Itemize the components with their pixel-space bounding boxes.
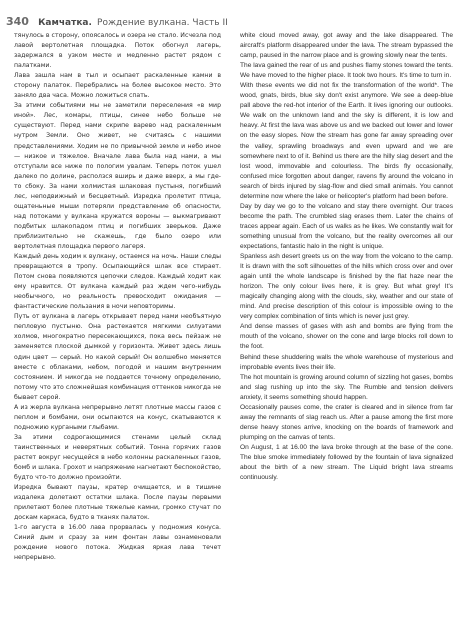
- paragraph-en: The hot mountain is growing around column of sizzling hot gases, bombs and slag rushing up into the sky. The Rumble and tension delivers anxiety, it seems something should happen.: [240, 373, 453, 401]
- paragraph-en: With these events we did not fix the transformation of the world*. The wood, gnats, birds, blue sky don't exist anymore. We see a deep-blue pall above the red-hot interior of the Earth. It lives ignoring our outlooks. We walk on the unknown land and the sky is different, it is low and heavy. At first the lava was above us and we backed out lower and lower on the easy slopes. Now the stream has gone far away spreading over the valley, sprawling broadways and even upward and we are somewhere next to of it. Behind us there are the hilly slag desert and the lost wood, immovable and colourless. The birds fly occasionally, confused mice forgotten about danger, ravens fly around the volcano in search of birds injured by slag-flow and died small animals. You cannot determine now where the lake or helicopter's platform had been before.: [240, 82, 453, 200]
- page-number: 340: [6, 15, 29, 28]
- paragraph-en: Behind these shuddering walls the whole warehouse of mysterious and improbable events lives their life.: [240, 353, 453, 371]
- english-text-column: [240, 31, 453, 483]
- paragraph-ru: За этими содрогающимися стенами целый склад таинственных и неверятных событий. Тонна горячих газов растет вокруг несущейся в небо колонны раскаленных газов, бомб и шлака. Грохот и напряжение нагнетают беспокойство, будто что-то должно произойти.: [14, 433, 221, 482]
- paragraph-ru: За этими событиями мы не заметили переселения «в мир иной». Лес, комары, птицы, синее небо больше не существуют. Перед нами скрипе варево над раскаленным нутром Земли. Оно живет, не считаясь с нашими представлениями. Ходим не по привычной земле и небо иное — низкое и тяжелое. Вначале лава была над нами, а мы отступали все ниже по пологим увалам. Теперь поток ушел далеко по долине, расползся вширь и даже вверх, а мы где-то сбоку. За нами холмистая шлаковая пустыня, погибший лес, неподвижный и бесцветный. Изредка пролетит птица, ощатеньные мыши потеряли представление об опасности, над потоками у вулкана кружатся вороны — выкмагривают подбитых шлакопадом птиц и погибших зверьков. Даже приблизительно не скажешь, где было озеро или вертолетная площадка первого лагеря.: [14, 102, 221, 250]
- paragraph-ru: А из жерла вулкана непрерывно летят плотные массы газов с пеплом и бомбами, они осыпаются на конус, скатываются к подножию кургаными глыбами.: [14, 403, 221, 431]
- paragraph-ru: Изредка бывают паузы, кратер очищается, и в тишине издалека долетают остатки шлака. После паузы первыми прилетают более плотные тяжелые камни, громко стучат по доскам каркаса, будто в тканях палаток.: [14, 484, 221, 522]
- paragraph-ru: 1-го августа в 16.00 лава прорвалась у подножия конуса. Синий дым и сразу за ним фонтан лавы ознаменовали рождение нового потока. Жидкая яркая лава течет непрерывно.: [14, 524, 221, 562]
- paragraph-en: Occasionally pauses come, the crater is cleared and in silence from far away the remnants of slag reach us. After a pause among the first more dense heavy stones arrive, knocking on the boards of framework and plumping on the canvas of tents.: [240, 403, 453, 441]
- paragraph-en: On August, 1 at 16.00 the lava broke through at the base of the cone. The blue smoke immediately followed by the fountain of lava signalized about the birth of a new stream. The Liquid bright lava streams continuously.: [240, 443, 453, 482]
- paragraph-en: The lava gained the rear of us and pushes flamy stones toward the tents. We have moved to the higher place. It took two hours. It's time to turn in.: [240, 62, 453, 80]
- paragraph-ru: тянулось в сторону, опоясалось и озера не стало. Исчезла под лавой вертолетная площадка. Поток обогнул лагерь, задержался в узком месте и медленно растет рядом с палатками.: [14, 32, 221, 70]
- book-title: Камчатка.: [38, 18, 92, 28]
- paragraph-ru: Каждый день ходим к вулкану, остаемся на ночь. Наши следы превращаются в тропу. Осыпающийся шлак все стирает. Потом снова появляются цепочки следов. Каждый ходит как ему нравится. От вулкана каждый раз ждем чего-нибудь необычного, но реальность превосходит ожидания — фантастические пользания в ночи неповторимы.: [14, 253, 221, 311]
- paragraph-ru: Лава зашла нам в тыл и осыпает раскаленные камни в сторону палаток. Перебрались на более высокое место. Это заняло два часа. Можно ложиться спать.: [14, 72, 221, 100]
- chapter-title: Рождение вулкана. Часть II: [97, 18, 228, 28]
- paragraph-en: Spanless ash desert greets us on the way from the volcano to the camp. It is drawn with the soft silhouettes of the hills which cross over and over again until the whole landscape is finished by the flat haze near the horizon. The only colour lives here, it is grey. But what grey! It's magically changing along with the clouds, sky, weather and our state of mind. And precise description of this colour is impossible owing to the very complex combination of tints which is never just grey.: [240, 253, 453, 321]
- paragraph-ru: Путь от вулкана в лагерь открывает перед нами необъятную пепловую пустыню. Она растекается мягкими силуэтами холмов, многократно пересекающихся, пока весь пейзаж не заменяется плоской дымкой у горизонта. Живет здесь лишь один цвет — серый. Но какой серый! Он волшебно меняется вместе с облаками, небом, погодой и нашим внутренним состоянием. И никогда не поддается точному определению, потому что это сложнейшая комбинация оттенков никогда не бывает серой.: [14, 313, 221, 401]
- russian-text-column: [14, 31, 221, 563]
- paragraph-en: Day by day we go to the volcano and stay there overnight. Our traces become the path. The crumbled slag erases them. Later the chains of traces appear again. Each of us walks as he likes. We constantly wait for something unusual from the volcano, but the reality overcomes all our expectations, fantastic halo in the night is unique.: [240, 202, 453, 250]
- paragraph-en: And dense masses of gases with ash and bombs are flying from the mouth of the volcano, shower on the cone and large blocks roll down to the foot.: [240, 323, 453, 351]
- paragraph-en: white cloud moved away, got away and the lake disappeared. The aircraft's platform disappeared under the lava. The stream bypassed the camp, paused in the narrow place and is growing slowly near the tents.: [240, 32, 453, 60]
- running-header: [6, 10, 228, 29]
